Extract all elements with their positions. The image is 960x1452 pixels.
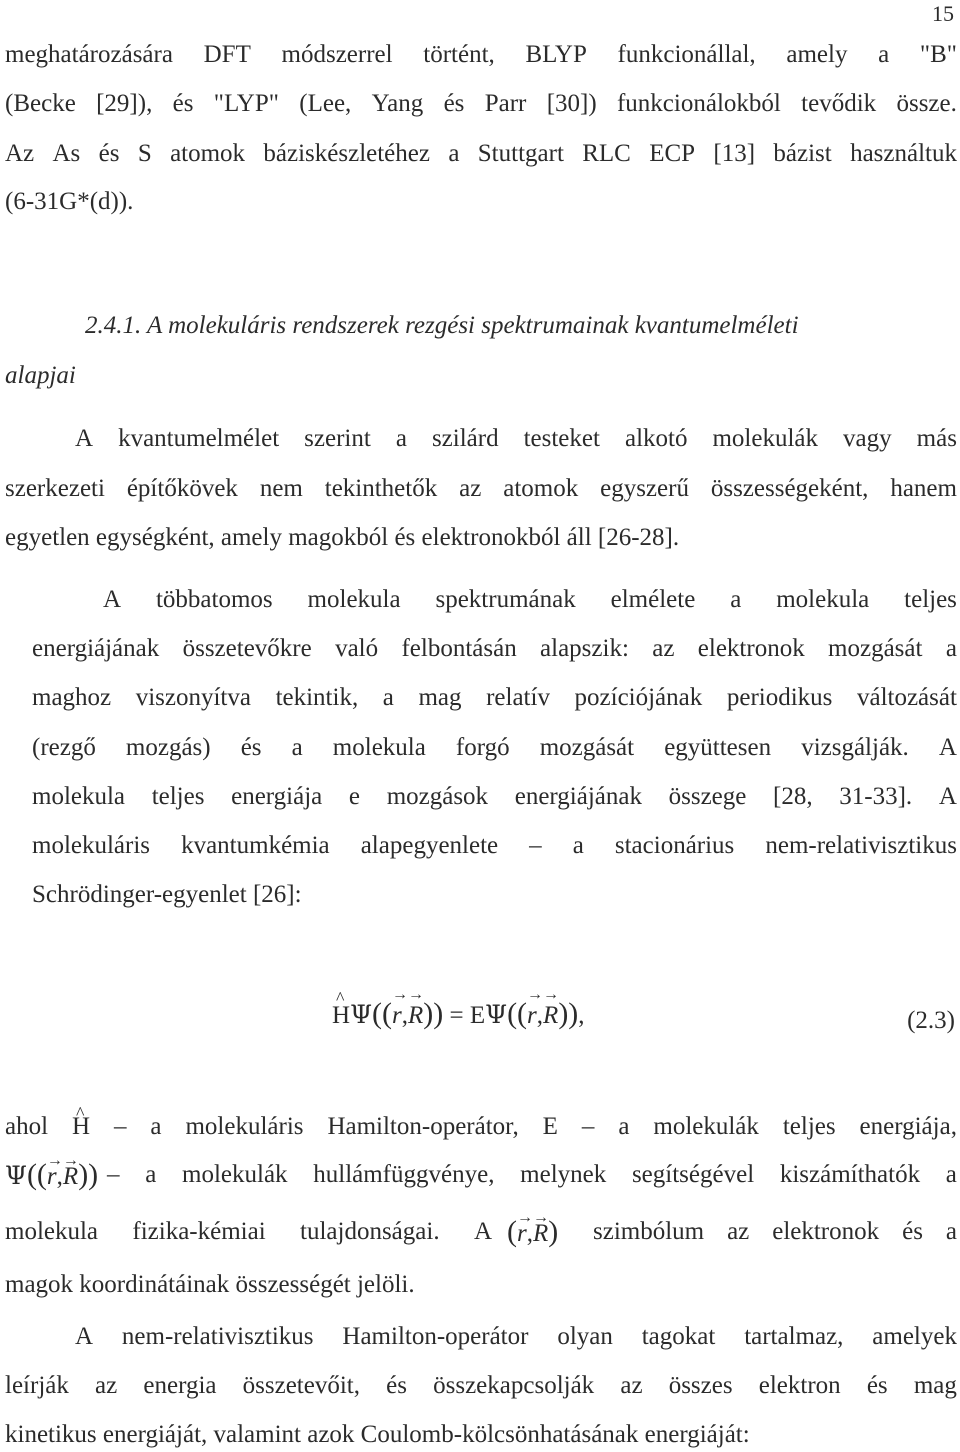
word: nem-relativisztikus [121, 1323, 314, 1350]
word: E [542, 1113, 558, 1140]
word: Yang [371, 90, 424, 117]
word: összességeként, [710, 475, 869, 502]
word: atomok [503, 475, 579, 502]
paragraph-2-line-2 [5, 474, 957, 504]
word: Parr [484, 90, 527, 117]
word: elmélete [610, 586, 696, 613]
comma: , [401, 1002, 408, 1029]
equation-2-3 [5, 993, 957, 1034]
paragraph-4-line-1 [5, 1112, 957, 1142]
word: segítségével [631, 1161, 755, 1188]
nuclear-coordinate-vector: → R [408, 1002, 423, 1030]
word: az [652, 635, 675, 662]
paragraph-3-line-5 [32, 782, 957, 812]
paragraph-1-line-2 [5, 89, 957, 119]
word: A [75, 425, 94, 452]
hamiltonian-operator-inline: ^ H [72, 1112, 90, 1142]
word: mozgását [828, 635, 923, 662]
word: tartalmaz, [744, 1323, 844, 1350]
word: módszerrel [281, 41, 393, 68]
word: mag [418, 684, 462, 711]
word: összetevőkre [182, 635, 312, 662]
paragraph-5-line-2 [5, 1371, 957, 1401]
word: és [443, 90, 465, 117]
word: a [291, 734, 303, 761]
nuclear-coordinate-vector-inline: → R [63, 1162, 78, 1192]
word: molekula [5, 1218, 99, 1245]
word: periodikus [726, 684, 833, 711]
trailing-comma: , [578, 1002, 585, 1029]
word: S [137, 140, 152, 167]
word: teljes [151, 783, 205, 810]
word: összekapcsolják [433, 1372, 595, 1399]
word: vizsgálják. [801, 734, 909, 761]
word: a [448, 140, 460, 167]
word: a [150, 1113, 162, 1140]
word: és [866, 1372, 888, 1399]
word: spektrumának [435, 586, 576, 613]
word: Hamilton-operátor, [327, 1113, 519, 1140]
paragraph-4-line-2-text [107, 1160, 957, 1190]
word: a [145, 1161, 157, 1188]
paragraph-3-line-2 [32, 634, 957, 664]
word: a [382, 684, 394, 711]
paragraph-3-line-1 [103, 585, 957, 615]
word: kvantumelmélet [118, 425, 280, 452]
word: energiájának [32, 635, 160, 662]
wavefunction-symbol: Ψ((→ r,→ R)) [5, 1160, 98, 1192]
paragraph-2-line-3: egyetlen egységként, amely magokból és elektronokból áll [26-28]. [5, 524, 680, 551]
paragraph-1-line-3 [5, 139, 957, 169]
word: A [103, 586, 122, 613]
word: melynek [520, 1161, 607, 1188]
equation-body: ^ HΨ((→ r,→ R)) = EΨ((→ r,→ R)), [332, 997, 585, 1031]
word: amely [786, 41, 848, 68]
word: funkcionálokból [616, 90, 781, 117]
word: molekula [332, 734, 426, 761]
paragraph-2-line-1 [75, 424, 957, 454]
word: DFT [203, 41, 251, 68]
word: alapegyenlete [360, 832, 499, 859]
word: "B" [919, 41, 957, 68]
electron-coordinate-vector-inline: → r [47, 1162, 57, 1192]
word: a [618, 1113, 630, 1140]
paragraph-1-line-4: (6-31G*(d)). [5, 188, 134, 215]
word: mozgását [539, 734, 635, 761]
word: a [395, 425, 407, 452]
word: és [240, 734, 262, 761]
paragraph-3-line-7: Schrödinger-egyenlet [26]: [32, 881, 302, 908]
word: szerkezeti [5, 475, 105, 502]
word: leírják [5, 1372, 69, 1399]
word: kiszámíthatók [779, 1161, 921, 1188]
word: többatomos [155, 586, 273, 613]
word: funkcionállal, [617, 41, 756, 68]
word: teljes [782, 1113, 836, 1140]
word: a [572, 832, 584, 859]
word: tekinthetők [324, 475, 438, 502]
word: és [902, 1218, 923, 1245]
energy-symbol: E [469, 1002, 486, 1029]
word: elektronok [697, 635, 805, 662]
word: az [620, 1372, 643, 1399]
word: – [113, 1113, 127, 1140]
word: hanem [890, 475, 957, 502]
word: [30]) [546, 90, 597, 117]
word: [28, [773, 783, 813, 810]
word: Hamilton-operátor [342, 1323, 529, 1350]
word: szimbólum [593, 1218, 705, 1245]
word: maghoz [32, 684, 112, 711]
word: ahol [5, 1113, 49, 1140]
word: "LYP" [213, 90, 279, 117]
word: energiája [231, 783, 323, 810]
paragraph-3-line-3 [32, 683, 957, 713]
word: kvantumkémia [181, 832, 330, 859]
word: A [938, 783, 957, 810]
equals-sign: = [449, 1002, 464, 1029]
electron-coordinate-vector: → r [392, 1002, 402, 1030]
word: felbontásán [401, 635, 517, 662]
word: (rezgő [32, 734, 96, 761]
word: a [945, 635, 957, 662]
word: fizika-kémiai [132, 1218, 266, 1245]
word: alkotó [624, 425, 688, 452]
word: tevődik [801, 90, 877, 117]
word: A [473, 1218, 492, 1245]
nuclear-coordinate-vector-rhs: → R [543, 1002, 558, 1030]
paragraph-3-line-4 [32, 733, 957, 763]
word: az [727, 1218, 750, 1245]
word: és [98, 140, 120, 167]
word: elektron [758, 1372, 841, 1399]
electron-coordinate-vector-set: → r [517, 1219, 527, 1249]
word: amelyek [872, 1323, 957, 1350]
paragraph-4-line-3-text-a [5, 1217, 492, 1247]
equation-number: (2.3) [907, 1007, 955, 1034]
paragraph-5-line-3: kinetikus energiáját, valamint azok Coulomb-kölcsönhatásának energiáját: [5, 1421, 750, 1448]
psi-symbol: Ψ [350, 1000, 372, 1029]
word: 31-33]. [839, 783, 913, 810]
word: forgó [455, 734, 510, 761]
word: [13] [713, 140, 756, 167]
word: stacionárius [614, 832, 735, 859]
word: tagokat [641, 1323, 716, 1350]
word: e [348, 783, 361, 810]
word: báziskészletéhez [263, 140, 430, 167]
word: alapszik: [540, 635, 629, 662]
hamiltonian-operator-symbol: ^ H [332, 1002, 350, 1030]
section-heading: 2.4.1. A molekuláris rendszerek rezgési spektrumainak kvantumelméleti [85, 312, 799, 339]
comma-rhs: , [536, 1002, 544, 1029]
word: molekulák [182, 1161, 288, 1188]
word: elektronok [772, 1218, 880, 1245]
paragraph-3-line-6 [32, 831, 957, 861]
word: a [878, 41, 890, 68]
word: A [75, 1323, 94, 1350]
word: bázist [773, 140, 832, 167]
word: molekulák [712, 425, 819, 452]
word: molekuláris [185, 1113, 304, 1140]
word: (Becke [5, 90, 76, 117]
word: mag [913, 1372, 957, 1399]
word: mozgás) [125, 734, 211, 761]
paragraph-4-line-4: magok koordinátáinak összességét jelöli. [5, 1271, 415, 1298]
psi-symbol-rhs: Ψ [485, 1000, 508, 1029]
word: molekula [307, 586, 401, 613]
word: [29]), [96, 90, 153, 117]
word: szerint [304, 425, 371, 452]
word: a [945, 1218, 957, 1245]
word: a [945, 1161, 957, 1188]
word: változását [856, 684, 957, 711]
word: relatív [486, 684, 550, 711]
word: ECP [649, 140, 696, 167]
word: – [581, 1113, 595, 1140]
word: az [459, 475, 482, 502]
word: – [529, 832, 542, 859]
word: teljes [904, 586, 957, 613]
word: molekulák [653, 1113, 759, 1140]
word: nem [259, 475, 303, 502]
word: összege [668, 783, 747, 810]
word: energiája, [859, 1113, 957, 1140]
word: hullámfüggvénye, [313, 1161, 495, 1188]
word: meghatározására [5, 41, 173, 68]
word: A [938, 734, 957, 761]
word: As [52, 140, 81, 167]
word: mozgások [386, 783, 489, 810]
word: és [172, 90, 194, 117]
word: (Lee, [299, 90, 352, 117]
word: – [107, 1161, 120, 1188]
word: testeket [523, 425, 600, 452]
word: tulajdonságai. [300, 1218, 440, 1245]
section-heading-continued: alapjai [5, 362, 76, 389]
word: más [916, 425, 957, 452]
coordinate-set-symbol: (→ r,→ R) [507, 1217, 558, 1249]
page-number: 15 [932, 1, 954, 26]
paragraph-4-line-3-text-b [593, 1217, 957, 1247]
word: egyszerű [600, 475, 689, 502]
word: összetevőit, [242, 1372, 360, 1399]
word: molekuláris [32, 832, 151, 859]
paragraph-5-line-1 [75, 1322, 957, 1352]
word: atomok [170, 140, 246, 167]
word: nem-relativisztikus [765, 832, 957, 859]
comma-set: , [526, 1220, 533, 1247]
word: építőkövek [126, 475, 238, 502]
word: viszonyítva [135, 684, 251, 711]
word: együttesen [664, 734, 772, 761]
word: Stuttgart [477, 140, 564, 167]
word: összes [668, 1372, 733, 1399]
word: BLYP [525, 41, 587, 68]
word: energia [143, 1372, 217, 1399]
word: a [730, 586, 742, 613]
paragraph-1-line-1 [5, 40, 957, 70]
word: tekintik, [275, 684, 359, 711]
word: és [386, 1372, 407, 1399]
comma-inline: , [56, 1163, 63, 1190]
word: való [335, 635, 379, 662]
word: energiájának [514, 783, 642, 810]
word: az [95, 1372, 118, 1399]
word: Az [5, 140, 35, 167]
word: pozíciójának [574, 684, 703, 711]
word: molekula [32, 783, 126, 810]
nuclear-coordinate-vector-set: → R [533, 1219, 548, 1249]
word: olyan [557, 1323, 613, 1350]
word: RLC [582, 140, 631, 167]
word: használtuk [850, 140, 957, 167]
word: össze. [896, 90, 957, 117]
word: szilárd [431, 425, 499, 452]
psi-symbol-inline: Ψ [5, 1161, 27, 1190]
electron-coordinate-vector-rhs: → r [527, 1002, 537, 1030]
word: molekula [776, 586, 870, 613]
word: vagy [843, 425, 892, 452]
word: történt, [423, 41, 495, 68]
